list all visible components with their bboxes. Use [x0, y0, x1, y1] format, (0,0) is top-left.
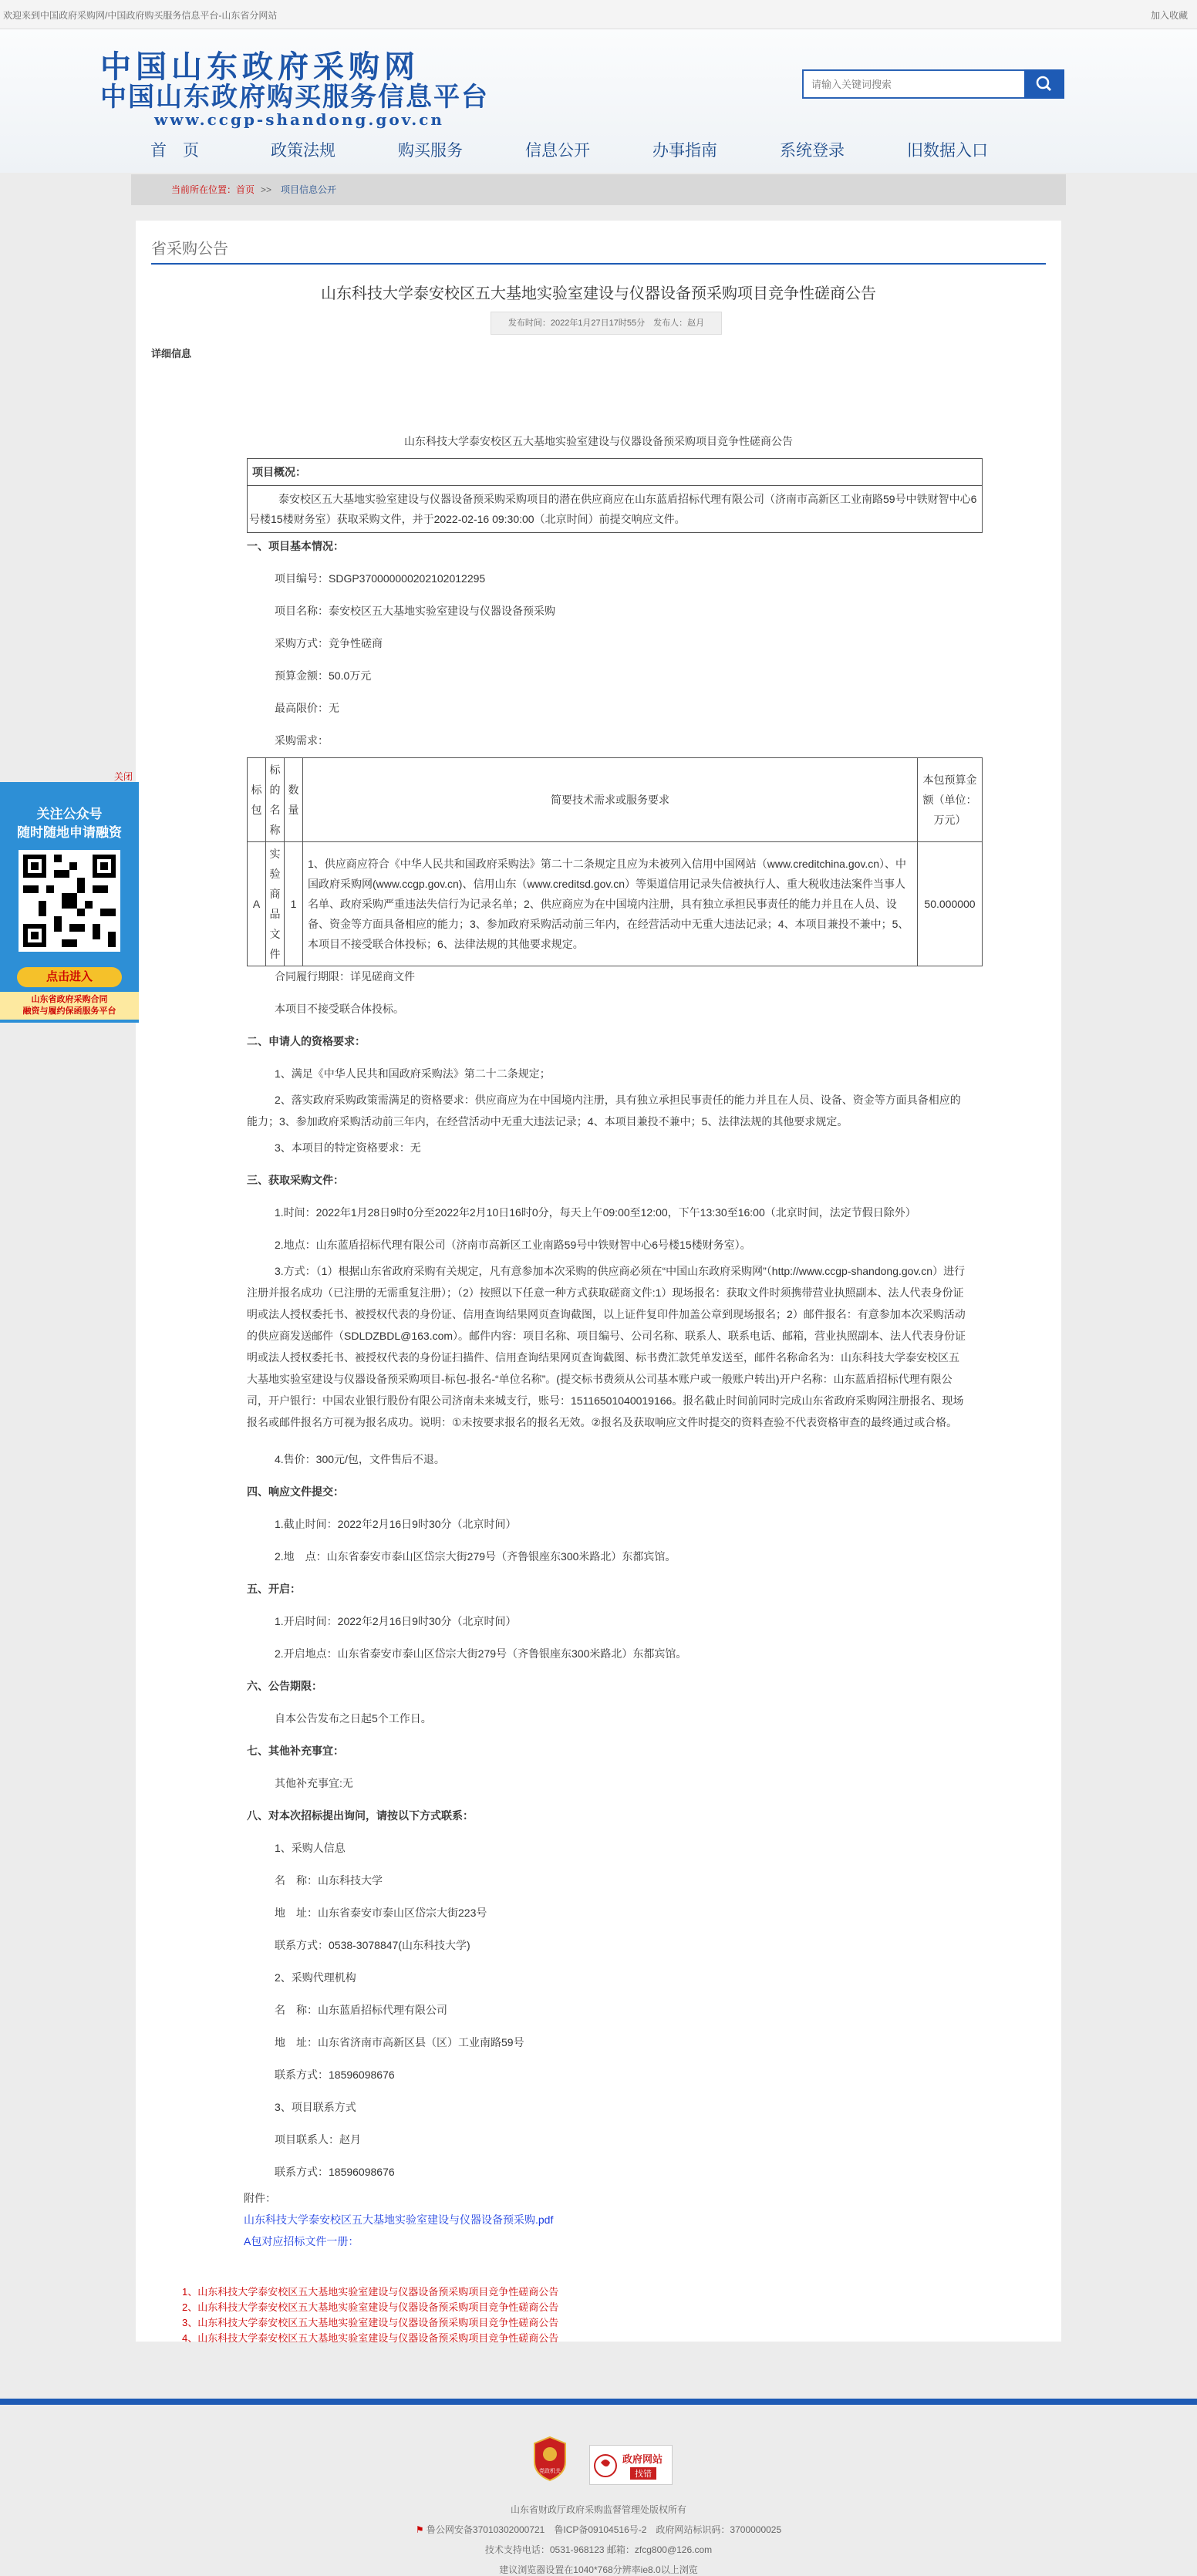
- attachment-link[interactable]: 山东科技大学泰安校区五大基地实验室建设与仪器设备预采购.pdf: [244, 2214, 554, 2226]
- s7-heading: 七、其他补充事宜：: [247, 1745, 344, 1757]
- s8-item: 联系方式：0538-3078847(山东科技大学): [275, 1939, 470, 1951]
- attachments: [244, 2187, 553, 2252]
- s8-item: 名 称：山东蓝盾招标代理有限公司: [275, 2004, 447, 2016]
- requirements-table: [247, 757, 983, 966]
- detail-label: 详细信息: [151, 348, 192, 359]
- close-link[interactable]: 关闭: [114, 771, 133, 782]
- nav-old-data[interactable]: 旧数据入口: [907, 142, 988, 160]
- s8-item: 地 址：山东省泰安市泰山区岱宗大街223号: [275, 1907, 487, 1919]
- related-link[interactable]: 1、山东科技大学泰安校区五大基地实验室建设与仪器设备预采购项目竞争性磋商公告: [182, 2286, 559, 2298]
- qr-pattern: [23, 855, 116, 947]
- floating-ad[interactable]: [0, 771, 139, 1023]
- badge-text: 党政机关: [539, 2468, 561, 2474]
- s2-heading: 二、申请人的资格要求：: [247, 1035, 366, 1047]
- overview-head: 项目概况：: [248, 459, 982, 486]
- s8-item: 联系方式：18596098676: [275, 2166, 395, 2178]
- article-title: 山东科技大学泰安校区五大基地实验室建设与仪器设备预采购项目竞争性磋商公告: [321, 285, 876, 302]
- nav-policy[interactable]: 政策法规: [271, 142, 335, 160]
- search-icon: [1024, 69, 1064, 99]
- nav-info-disclosure[interactable]: 信息公开: [525, 142, 590, 160]
- table-header: 本包预算金额（单位：万元）: [918, 758, 983, 842]
- overview-box: [247, 458, 983, 533]
- breadcrumb-current[interactable]: 项目信息公开: [281, 184, 337, 195]
- s1-item: 预算金额：50.0万元: [275, 669, 372, 682]
- s1-item: 采购需求：: [275, 734, 329, 747]
- ad-title-1: 关注公众号: [36, 807, 103, 821]
- table-header: 简要技术需求或服务要求: [303, 758, 918, 842]
- search-box: [802, 69, 1064, 99]
- attachment-link[interactable]: A包对应招标文件一册：: [244, 2235, 359, 2247]
- s1-after: 本项目不接受联合体投标。: [275, 1003, 404, 1015]
- ad-footer-1: 山东省政府采购合同: [31, 995, 108, 1004]
- s2-item: 3、本项目的特定资格要求：无: [275, 1141, 421, 1154]
- search-button[interactable]: [1024, 69, 1064, 99]
- icp-text: 鲁公网安备37010302000721 鲁ICP备09104516号-2 政府网站标识码：3700000025: [426, 2524, 782, 2535]
- s1-after: 合同履行期限：详见磋商文件: [275, 970, 415, 983]
- ad-title-2: 随时随地申请融资: [17, 825, 122, 840]
- related-list: [182, 2284, 558, 2346]
- related-link[interactable]: 3、山东科技大学泰安校区五大基地实验室建设与仪器设备预采购项目竞争性磋商公告: [182, 2317, 559, 2328]
- s3-item: 2.地点：山东蓝盾招标代理有限公司（济南市高新区工业南路59号中铁财智中心6号楼15楼财务室）。: [275, 1239, 751, 1251]
- s3-item: 3.方式：（1）根据山东省政府采购有关规定，凡有意参加本次采购的供应商必须在“中国山东政府采购网”（http://www.ccgp-shandong.gov.cn）进行注册并报名成功（已注册的无需重复注册）；（2）按照以下任意一种方式获取磋商文件:1）现场报名：获取文件时须携带营业执照副本、法人代表身份证明或法人授权委托书、被授权代表的身份证、信用查询结果网页查询截图，以上证件复印件加盖公章到现场报名；2）邮件报名：有意参加本次采购活动的供应商发送邮件（SDLDZBDL@163.com）。邮件内容：项目名称、项目编号、公司名称、联系人、联系电话、邮箱，营业执照副本、法人代表身份证明或法人授权委托书、被授权代表的身份证扫描件、信用查询结果网页查询截图、标书费汇款凭单发送至，邮件名称命名为：山东科技大学泰安校区五大基地实验室建设与仪器设备预采购项目-标包-报名-“单位名称”。(提交标书费须从公司基本账户或一般账户转出)开户名称：山东蓝盾招标代理有限公司，开户银行：中国农业银行股份有限公司济南未来城支行，账号：15116501040019166。报名截止时间前同时完成山东省政府采购网注册报名、现场报名或邮件报名方可视为报名成功。说明：①未按要求报名的报名无效。②报名及获取响应文件时提交的资料查验不代表资格审查的最终通过或合格。: [247, 1265, 966, 1428]
- s8-item: 地 址：山东省济南市高新区县（区）工业南路59号: [275, 2036, 524, 2048]
- s4-heading: 四、响应文件提交：: [247, 1485, 344, 1498]
- s4-item: 1.截止时间：2022年2月16日9时30分（北京时间）: [275, 1518, 517, 1530]
- table-header: 标的名称: [266, 758, 285, 842]
- s8-item: 名 称：山东科技大学: [275, 1874, 383, 1886]
- top-bar: [0, 0, 1197, 29]
- s3-item: 1.时间：2022年1月28日9时0分至2022年2月10日16时0分，每天上午09:00至12:00，下午13:30至16:00（北京时间，法定节假日除外）: [275, 1206, 916, 1219]
- site-logo[interactable]: [100, 51, 489, 128]
- s8-item: 项目联系人：赵月: [275, 2133, 361, 2146]
- ad-footer: [0, 992, 139, 1020]
- s8-item: 联系方式：18596098676: [275, 2069, 395, 2081]
- table-header: 标包: [248, 758, 266, 842]
- table-cell: 1、供应商应符合《中华人民共和国政府采购法》第二十二条规定且应为未被列入信用中国网站（www.creditchina.gov.cn）、中国政府采购网(www.ccgp.gov.cn)、信用山东（www.creditsd.gov.cn）等渠道信用记录失信被执行人、重大税收违法案件当事人名单、政府采购严重违法失信行为记录名单；2、供应商应为在中国境内注册，具有独立承担民事责任的能力并且在人员、设备、资金等方面具备相应的能力；3、参加政府采购活动前三年内，在经营活动中无重大违法记录；4、本项目兼投不兼中；5、本项目不接受联合体投标；6、法律法规的其他要求规定。: [303, 842, 918, 966]
- table-header: 数量: [285, 758, 303, 842]
- breadcrumb-label: 当前所在位置：: [171, 184, 237, 195]
- police-icon: ⚑: [415, 2524, 427, 2535]
- footer-text: [0, 2500, 1197, 2576]
- s8-heading: 八、对本次招标提出询问，请按以下方式联系：: [247, 1809, 474, 1822]
- footer: [0, 2399, 1197, 2576]
- s6-item: 自本公告发布之日起5个工作日。: [275, 1712, 432, 1725]
- section-title: 省采购公告: [151, 236, 1046, 265]
- s8-item: 3、项目联系方式: [275, 2101, 356, 2113]
- table-cell: A: [248, 842, 266, 966]
- nav-guide[interactable]: 办事指南: [652, 142, 717, 160]
- s1-item: 项目编号：SDGP370000000202102012295: [275, 572, 486, 585]
- logo-url: www.ccgp-shandong.gov.cn: [154, 110, 444, 129]
- s5-item: 2.开启地点：山东省泰安市泰山区岱宗大街279号（齐鲁银座东300米路北）东都宾馆。: [275, 1647, 687, 1660]
- breadcrumb: [131, 174, 1066, 205]
- s7-item: 其他补充事宜:无: [275, 1777, 353, 1789]
- party-gov-badge[interactable]: [532, 2436, 568, 2482]
- logo-line-2: 中国山东政府购买服务信息平台: [100, 82, 489, 113]
- s8-item: 1、采购人信息: [275, 1842, 346, 1854]
- browser-hint: 建议浏览器设置在1040*768分辨率ie8.0以上浏览: [499, 2564, 698, 2575]
- related-link[interactable]: 2、山东科技大学泰安校区五大基地实验室建设与仪器设备预采购项目竞争性磋商公告: [182, 2301, 559, 2313]
- table-cell: 实验商品文件: [266, 842, 285, 966]
- s1-item: 最高限价：无: [275, 702, 339, 714]
- overview-body: 泰安校区五大基地实验室建设与仪器设备预采购采购项目的潜在供应商应在山东蓝盾招标代理有限公司（济南市高新区工业南路59号中铁财智中心6号楼15楼财务室）获取采购文件，并于2022-02-16 09:30:00（北京时间）前提交响应文件。: [249, 493, 977, 525]
- related-link[interactable]: 4、山东科技大学泰安校区五大基地实验室建设与仪器设备预采购项目竞争性磋商公告: [182, 2332, 559, 2344]
- emblem-icon: [532, 2436, 568, 2482]
- nav-purchase-service[interactable]: 购买服务: [398, 142, 463, 160]
- s8-item: 2、采购代理机构: [275, 1971, 356, 1984]
- enter-button[interactable]: 点击进入: [17, 967, 122, 987]
- table-cell: 1: [285, 842, 303, 966]
- s6-heading: 六、公告期限：: [247, 1680, 322, 1692]
- badge-text: 找错: [635, 2469, 652, 2479]
- s1-item: 项目名称：泰安校区五大基地实验室建设与仪器设备预采购: [275, 605, 555, 617]
- find-error-badge[interactable]: [589, 2445, 673, 2485]
- welcome-text: 欢迎来到中国政府采购网/中国政府购买服务信息平台-山东省分网站: [3, 10, 278, 21]
- icp-info: [0, 2520, 1197, 2540]
- nav-login[interactable]: 系统登录: [780, 142, 845, 160]
- breadcrumb-home[interactable]: 首页: [236, 184, 255, 195]
- header: [0, 29, 1197, 173]
- search-input[interactable]: [804, 71, 1020, 97]
- copyright: 山东省财政厅政府采购监督管理处版权所有: [510, 2504, 686, 2515]
- s2-item: 1、满足《中华人民共和国政府采购法》第二十二条规定；: [275, 1067, 551, 1080]
- s3-item: 4.售价：300元/包，文件售后不退。: [275, 1453, 445, 1465]
- attachments-label: 附件：: [244, 2192, 276, 2204]
- qr-code-icon: [19, 850, 120, 952]
- ad-footer-2: 融资与履约保函服务平台: [22, 1006, 116, 1016]
- s1-item: 采购方式：竞争性磋商: [275, 637, 383, 649]
- article-meta: 发布时间：2022年1月27日17时55分 发布人：赵月: [491, 312, 722, 335]
- logo-line-1: 中国山东政府采购网: [100, 49, 420, 85]
- s4-item: 2.地 点：山东省泰安市泰山区岱宗大街279号（齐鲁银座东300米路北）东都宾馆。: [275, 1550, 676, 1563]
- s3-heading: 三、获取采购文件：: [247, 1174, 344, 1186]
- find-error-icon: [590, 2446, 673, 2486]
- s1-heading: 一、项目基本情况：: [247, 540, 344, 552]
- s5-heading: 五、开启：: [247, 1583, 301, 1595]
- support-info: 技术支持电话：0531-968123 邮箱：zfcg800@126.com: [484, 2544, 713, 2555]
- nav-home[interactable]: 首 页: [150, 142, 199, 160]
- main-content: [136, 221, 1061, 2342]
- add-favorite-link[interactable]: 加入收藏: [1150, 10, 1188, 21]
- badge-text: 政府网站: [622, 2454, 663, 2466]
- doc-title: 山东科技大学泰安校区五大基地实验室建设与仪器设备预采购项目竞争性磋商公告: [404, 435, 793, 447]
- main-nav: [116, 136, 1000, 167]
- table-cell: 50.000000: [918, 842, 983, 966]
- table-row: [248, 842, 983, 966]
- breadcrumb-sep: >>: [261, 184, 272, 195]
- table-header-row: [248, 758, 983, 842]
- s5-item: 1.开启时间：2022年2月16日9时30分（北京时间）: [275, 1615, 517, 1627]
- ad-title: [0, 805, 139, 842]
- s2-item: 2、落实政府采购政策需满足的资格要求：供应商应为在中国境内注册，具有独立承担民事责任的能力并且在人员、设备、资金等方面具备相应的能力；3、参加政府采购活动前三年内，在经营活动中无重大违法记录；4、本项目兼投不兼中；5、法律法规的其他要求规定。: [247, 1094, 961, 1128]
